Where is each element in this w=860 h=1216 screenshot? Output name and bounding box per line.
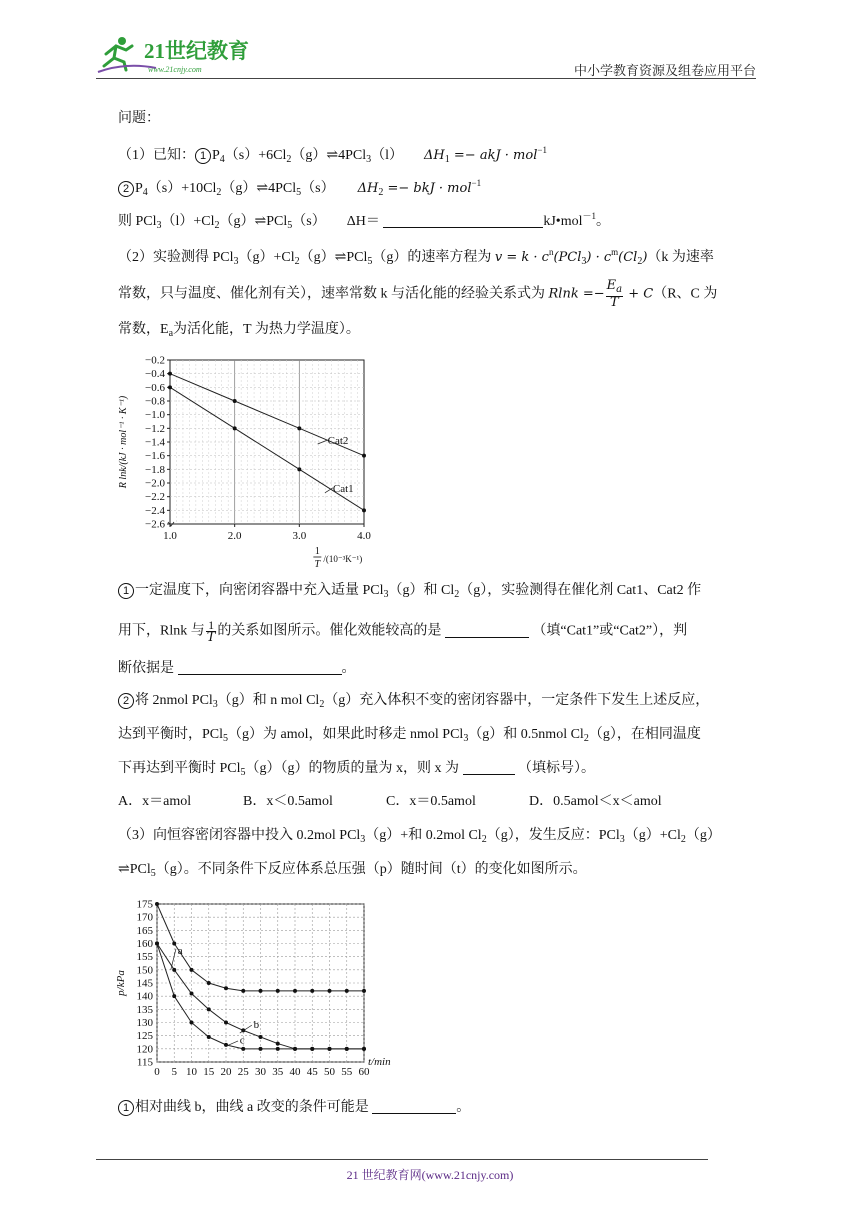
- data-point-c: [310, 1047, 314, 1051]
- subscript: 3: [463, 733, 469, 744]
- data-point-a: [241, 989, 245, 993]
- text: ): [642, 250, 648, 265]
- subscript: 3: [233, 256, 239, 267]
- y-tick-label: −0.2: [145, 354, 165, 367]
- subscript: 3: [156, 220, 162, 231]
- data-point-Cat2: [362, 454, 366, 458]
- text: （g）+Cl: [238, 250, 295, 265]
- one-over-t-fraction: [206, 619, 217, 644]
- text: （g）⇌4PCl: [221, 181, 297, 196]
- subscript: 2: [378, 187, 384, 198]
- data-point-c: [293, 1047, 297, 1051]
- header-divider: [96, 78, 756, 79]
- data-point-a: [293, 989, 297, 993]
- text: （g），发生反应：PCl: [486, 828, 620, 843]
- data-point-a: [276, 989, 280, 993]
- text: （填“Cat1”或“Cat2”），判: [532, 623, 688, 639]
- y-axis-label: p/kPa: [115, 970, 127, 996]
- data-point-a: [172, 942, 176, 946]
- text: T: [206, 630, 216, 645]
- text: （2）实验测得 PCl: [118, 250, 234, 265]
- text: 一定温度下，向密闭容器中充入适量 PCl: [135, 583, 384, 598]
- subscript: 2: [583, 733, 589, 744]
- y-tick-label: 140: [136, 990, 153, 1003]
- y-tick-label: 150: [136, 964, 153, 977]
- logo-url: www.21cnjy.com: [148, 65, 202, 74]
- data-point-Cat1: [297, 467, 301, 471]
- option-b[interactable]: B．x＜0.5amol: [243, 794, 333, 809]
- data-point-c: [345, 1047, 349, 1051]
- constants-line: [118, 320, 360, 344]
- question-2-line-3: [118, 759, 595, 783]
- text: 常数，只与温度、催化剂有关），速率常数 k 与活化能的经验关系式为: [118, 286, 549, 302]
- question-1-line-2: [118, 619, 687, 644]
- text: （g），在相同温度: [588, 727, 701, 742]
- superscript: －1: [582, 211, 597, 221]
- subscript: 3: [366, 154, 372, 165]
- y-tick-label: −1.2: [145, 422, 165, 435]
- data-point-c: [224, 1043, 228, 1047]
- data-point-a: [345, 989, 349, 993]
- text: （g）⇌PCl: [219, 214, 288, 229]
- y-tick-label: −1.0: [145, 409, 165, 422]
- subscript: 2: [214, 220, 220, 231]
- circled-number: 2: [118, 693, 134, 709]
- y-tick-label: −0.8: [145, 395, 165, 408]
- text: （g）（g）的物质的量为 x，则 x 为: [245, 761, 460, 776]
- subscript: 5: [367, 256, 373, 267]
- x-tick-label: 15: [203, 1066, 215, 1078]
- text: E: [606, 278, 617, 293]
- text: 相对曲线 b，曲线 a 改变的条件可能是: [135, 1100, 369, 1115]
- text: （k 为速率: [647, 250, 714, 265]
- data-point-b: [276, 1042, 280, 1046]
- rlnk-vs-inverse-t-chart: [112, 348, 402, 570]
- data-point-a: [190, 968, 194, 972]
- x-tick-label: 1.0: [163, 530, 177, 542]
- text: （填标号）。: [518, 761, 596, 776]
- x-tick-label: 20: [220, 1066, 232, 1078]
- pressure-vs-time-chart: [112, 892, 412, 1092]
- delta-h-question: [118, 206, 610, 236]
- subscript: 1: [444, 154, 450, 165]
- data-point-Cat1: [168, 385, 172, 389]
- subscript: 2: [216, 187, 222, 198]
- platform-name: 中小学教育资源及组卷应用平台: [573, 63, 756, 78]
- subscript: 2: [637, 256, 643, 267]
- text: 达到平衡时，PCl: [118, 727, 224, 742]
- data-point-a: [224, 986, 228, 990]
- data-point-Cat1: [233, 426, 237, 430]
- subscript: 3: [383, 589, 389, 600]
- text: 则 PCl: [118, 214, 157, 229]
- answer-blank-catalyst[interactable]: [445, 623, 529, 638]
- data-point-b: [207, 1007, 211, 1011]
- answer-blank-x[interactable]: [463, 760, 515, 775]
- data-point-a: [207, 981, 211, 985]
- data-point-b: [259, 1035, 263, 1039]
- text: ΔH＝: [346, 214, 380, 229]
- question-1-line-3: [118, 659, 356, 679]
- data-point-c: [172, 994, 176, 998]
- y-tick-label: 160: [136, 938, 153, 950]
- text: ) · c: [586, 250, 612, 265]
- x-tick-label: 55: [341, 1066, 353, 1078]
- answer-blank-reason[interactable]: [178, 660, 342, 675]
- site-logo: [96, 32, 266, 76]
- data-point-c: [276, 1047, 280, 1051]
- text: （s）: [292, 214, 326, 229]
- y-tick-label: 125: [136, 1030, 153, 1043]
- data-point-b: [190, 992, 194, 996]
- x-tick-label: 50: [324, 1066, 335, 1078]
- text: 1: [206, 619, 217, 632]
- text: （l）+Cl: [161, 214, 215, 229]
- answer-blank-delta-h[interactable]: [383, 213, 543, 228]
- x-tick-label: 3.0: [292, 530, 307, 542]
- y-tick-label: −2.4: [145, 504, 165, 517]
- y-tick-label: 115: [136, 1056, 153, 1069]
- data-point-Cat2: [168, 372, 172, 376]
- superscript: −1: [471, 178, 482, 188]
- y-tick-label: −0.6: [145, 381, 165, 394]
- question-label: [118, 109, 160, 129]
- y-tick-label: 170: [136, 911, 153, 924]
- equation-2: [118, 173, 481, 203]
- text: P: [135, 181, 143, 196]
- text: （3）向恒容密闭容器中投入 0.2mol PCl: [118, 828, 361, 843]
- text: （1）已知：: [118, 148, 195, 163]
- text: （g）+Cl: [624, 828, 681, 843]
- subscript: 2: [294, 256, 300, 267]
- text: v = k · c: [494, 250, 549, 265]
- circled-number: 2: [118, 181, 134, 197]
- text: （g）+和 0.2mol Cl: [365, 828, 482, 843]
- subscript: 2: [454, 589, 460, 600]
- text: T: [610, 295, 619, 310]
- text: （g）: [685, 828, 721, 843]
- subscript: 4: [219, 154, 225, 165]
- y-tick-label: 130: [136, 1017, 153, 1029]
- rate-constant-line: [118, 280, 717, 309]
- part-3-line-1: [118, 826, 721, 850]
- x-tick-label: 10: [186, 1066, 197, 1078]
- y-tick-label: 120: [136, 1043, 153, 1056]
- x-axis-label-denominator: T: [314, 559, 321, 570]
- text: （g）和 n mol Cl: [217, 693, 320, 708]
- subscript: 5: [223, 733, 229, 744]
- series-label-b: b: [253, 1018, 260, 1031]
- x-tick-label: 2.0: [227, 530, 242, 542]
- x-tick-label: 30: [255, 1066, 266, 1078]
- circled-number: 1: [118, 1100, 134, 1116]
- text: （g）的速率方程为: [372, 250, 495, 265]
- text: kJ•mol: [543, 214, 583, 229]
- text: ⇌PCl: [118, 862, 151, 877]
- text: (PCl: [553, 250, 582, 265]
- text: 断依据是: [118, 661, 174, 676]
- text: Δ: [357, 181, 367, 196]
- x-tick-label: 35: [272, 1066, 284, 1078]
- option-c[interactable]: C．x＝0.5amol: [386, 794, 476, 809]
- text: =−: [383, 181, 414, 196]
- data-point-a: [362, 989, 366, 993]
- series-label-Cat1: Cat1: [332, 482, 354, 495]
- series-label-a: a: [177, 945, 183, 958]
- data-point-a: [155, 902, 159, 906]
- text: akJ · mol: [479, 148, 538, 163]
- y-tick-label: 175: [136, 898, 153, 911]
- x-tick-label: 25: [237, 1066, 249, 1078]
- y-tick-label: 145: [136, 977, 153, 990]
- rate-equation-line: [118, 242, 714, 272]
- subscript: 5: [287, 220, 293, 231]
- text: (Cl: [618, 250, 638, 265]
- superscript: m: [611, 247, 619, 257]
- data-point-c: [241, 1047, 245, 1051]
- answer-blank-condition[interactable]: [372, 1099, 456, 1114]
- subscript: 4: [142, 187, 148, 198]
- subscript: 5: [240, 767, 246, 778]
- subscript: 2: [680, 834, 686, 845]
- y-tick-label: −1.8: [145, 463, 165, 476]
- text: （g）充入体积不变的密闭容器中，一定条件下发生上述反应，: [324, 693, 710, 708]
- text: （g）⇌PCl: [299, 250, 368, 265]
- data-point-c: [190, 1021, 194, 1025]
- x-axis-label: t/min: [368, 1056, 391, 1068]
- data-point-c: [362, 1047, 366, 1051]
- data-point-Cat1: [362, 508, 366, 512]
- data-point-c: [155, 942, 159, 946]
- subscript: a: [616, 284, 623, 295]
- text: （g）为 amol，如果此时移走 nmol PCl: [228, 727, 464, 742]
- text: + C: [624, 286, 654, 302]
- x-axis-label-numerator: 1: [314, 546, 320, 557]
- text: 下再达到平衡时 PCl: [118, 761, 241, 776]
- data-point-a: [328, 989, 332, 993]
- option-d[interactable]: D．0.5amol＜x＜amol: [529, 794, 662, 809]
- data-point-Cat2: [297, 426, 301, 430]
- part-3-line-2: [118, 860, 587, 884]
- data-point-b: [172, 968, 176, 972]
- text: bkJ · mol: [413, 181, 472, 196]
- text: （g）和 Cl: [388, 583, 455, 598]
- superscript: −1: [537, 145, 547, 155]
- subscript: 2: [319, 699, 325, 710]
- text: 。: [341, 661, 356, 676]
- text: （R、C 为: [653, 286, 718, 302]
- subscript: 2: [286, 154, 292, 165]
- text: H: [366, 181, 379, 196]
- x-axis-label-unit: /(10⁻³K⁻¹): [323, 554, 363, 564]
- text: 问题：: [118, 111, 160, 126]
- question-2-line-2: [118, 725, 701, 749]
- subscript: 3: [212, 699, 218, 710]
- x-tick-label: 45: [306, 1066, 318, 1078]
- data-point-Cat2: [233, 399, 237, 403]
- text: 用下，Rlnk 与: [118, 623, 205, 639]
- x-tick-label: 0: [154, 1066, 160, 1078]
- text: （l）: [371, 148, 404, 163]
- text: Δ: [424, 148, 434, 163]
- text: 。: [596, 214, 611, 229]
- subscript: 3: [619, 834, 625, 845]
- text: Rlnk =−: [548, 286, 605, 302]
- text: 。: [456, 1100, 471, 1115]
- logo-text: 21世纪教育: [144, 39, 249, 63]
- x-tick-label: 5: [171, 1066, 177, 1078]
- text: （s）+6Cl: [224, 148, 287, 163]
- text: H: [433, 148, 445, 163]
- text: （s）: [301, 181, 335, 196]
- text: （s）+10Cl: [147, 181, 217, 196]
- x-tick-label: 40: [289, 1066, 301, 1078]
- superscript: n: [548, 247, 554, 257]
- subscript: 5: [150, 868, 156, 879]
- text: 常数，E: [118, 322, 169, 337]
- subscript: 3: [581, 256, 587, 267]
- y-tick-label: −1.6: [145, 450, 165, 463]
- x-tick-label: 4.0: [357, 530, 371, 542]
- text: P: [212, 148, 220, 163]
- option-a[interactable]: A．x＝amol: [118, 794, 192, 809]
- question-3-line: [118, 1098, 470, 1118]
- data-point-c: [328, 1047, 332, 1051]
- ea-over-t-fraction: [606, 280, 623, 309]
- y-tick-label: 135: [136, 1003, 153, 1016]
- text: 将 2nmol PCl: [135, 693, 213, 708]
- y-tick-label: −2.0: [145, 477, 165, 490]
- text: 的关系如图所示。催化效能较高的是: [217, 623, 442, 639]
- y-tick-label: −2.6: [145, 518, 165, 531]
- question-2-line-1: [118, 691, 709, 715]
- y-tick-label: −0.4: [145, 368, 165, 381]
- data-point-a: [310, 989, 314, 993]
- data-point-b: [224, 1021, 228, 1025]
- data-point-a: [259, 989, 263, 993]
- page-header: [96, 30, 756, 80]
- series-label-Cat2: Cat2: [327, 435, 349, 447]
- data-point-c: [207, 1035, 211, 1039]
- circled-number: 1: [118, 583, 134, 599]
- footer-text: 21 世纪教育网(www.21cnjy.com): [346, 1168, 514, 1182]
- text: 为活化能，T 为热力学温度）。: [173, 322, 360, 337]
- y-axis-label: R lnk/(kJ · mol⁻¹ · K⁻¹): [118, 395, 129, 489]
- text: （g）⇌4PCl: [291, 148, 367, 163]
- y-tick-label: −2.2: [145, 491, 165, 504]
- subscript: 3: [360, 834, 366, 845]
- subscript: a: [168, 328, 174, 339]
- y-tick-label: −1.4: [145, 436, 165, 449]
- y-tick-label: 155: [136, 951, 153, 964]
- text: （g），实验测得在催化剂 Cat1、Cat2 作: [459, 583, 702, 598]
- y-tick-label: 165: [136, 924, 153, 937]
- x-tick-label: 60: [358, 1066, 370, 1078]
- question-1-line-1: [118, 581, 701, 605]
- text: （g）。不同条件下反应体系总压强（p）随时间（t）的变化如图所示。: [155, 862, 587, 877]
- footer-divider: [96, 1159, 708, 1160]
- text: =−: [449, 148, 480, 163]
- text: （g）和 0.5nmol Cl: [468, 727, 584, 742]
- subscript: 2: [481, 834, 487, 845]
- data-point-c: [259, 1047, 263, 1051]
- subscript: 5: [296, 187, 302, 198]
- equation-1: [118, 140, 547, 170]
- circled-number: 1: [195, 148, 211, 164]
- series-label-c: c: [239, 1034, 245, 1047]
